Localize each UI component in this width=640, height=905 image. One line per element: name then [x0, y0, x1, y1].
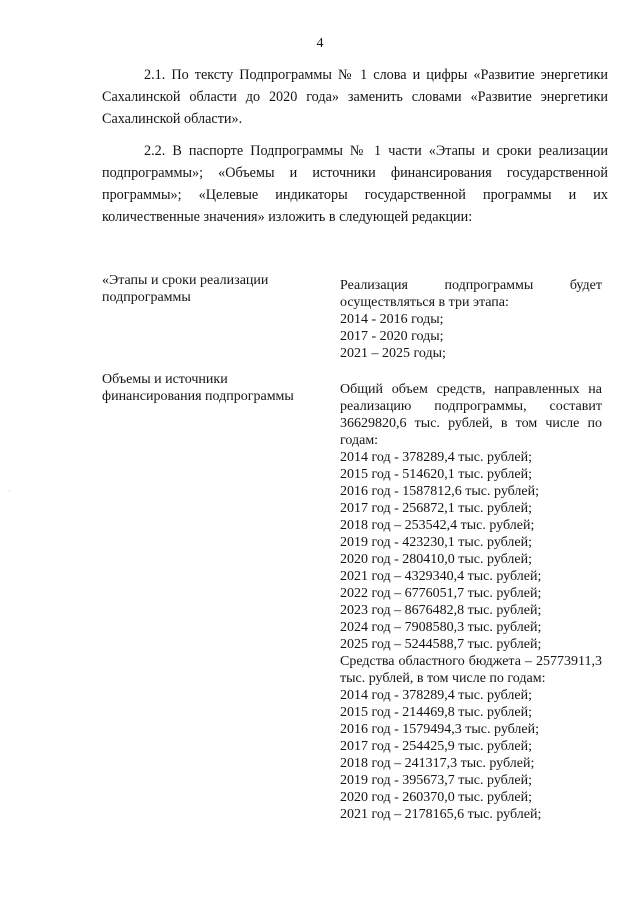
- list-item: 2021 – 2025 годы;: [340, 346, 446, 361]
- list-item: 2022 год – 6776051,7 тыс. рублей;: [340, 586, 542, 601]
- list-item: 2025 год – 5244588,7 тыс. рублей;: [340, 637, 542, 652]
- funding-regional-years: [340, 687, 602, 823]
- list-item: 2015 год - 514620,1 тыс. рублей;: [340, 467, 533, 482]
- funding-total-years: [340, 449, 602, 653]
- funding-total-intro: Общий объем средств, направленных на реализацию подпрограммы, составит 36629820,6 тыс. рублей, в том числе по годам:: [340, 382, 602, 448]
- funding-regional-intro: Средства областного бюджета – 25773911,3 тыс. рублей, в том числе по годам:: [340, 654, 602, 686]
- funding-content: [340, 381, 602, 823]
- stages-intro: Реализация подпрограммы будет осуществляться в три этапа:: [340, 278, 602, 310]
- list-item: 2021 год – 4329340,4 тыс. рублей;: [340, 569, 542, 584]
- list-item: 2014 год - 378289,4 тыс. рублей;: [340, 450, 533, 465]
- list-item: 2014 год - 378289,4 тыс. рублей;: [340, 688, 533, 703]
- list-item: 2024 год – 7908580,3 тыс. рублей;: [340, 620, 542, 635]
- stages-label: «Этапы и сроки реализации подпрограммы: [102, 273, 269, 305]
- list-item: 2017 - 2020 годы;: [340, 329, 444, 344]
- stages-content: [340, 277, 602, 362]
- list-item: 2016 год - 1587812,6 тыс. рублей;: [340, 484, 540, 499]
- stages-list: [340, 311, 602, 362]
- list-item: 2019 год - 423230,1 тыс. рублей;: [340, 535, 533, 550]
- list-item: 2016 год - 1579494,3 тыс. рублей;: [340, 722, 540, 737]
- funding-label: Объемы и источники финансирования подпрограммы: [102, 372, 294, 404]
- list-item: 2018 год – 241317,3 тыс. рублей;: [340, 756, 535, 771]
- list-item: 2015 год - 214469,8 тыс. рублей;: [340, 705, 533, 720]
- list-item: 2014 - 2016 годы;: [340, 312, 444, 327]
- list-item: 2023 год – 8676482,8 тыс. рублей;: [340, 603, 542, 618]
- list-item: 2020 год - 280410,0 тыс. рублей;: [340, 552, 533, 567]
- page-number: 4: [316, 36, 324, 51]
- paragraph-2-2: 2.2. В паспорте Подпрограммы № 1 части «Этапы и сроки реализации подпрограммы»; «Объемы и источники финансирования государственной программы»; «Целевые индикаторы государственной программы и их количественные значения» изложить в следующей редакции:: [102, 143, 608, 225]
- list-item: 2017 год - 254425,9 тыс. рублей;: [340, 739, 533, 754]
- list-item: 2017 год - 256872,1 тыс. рублей;: [340, 501, 533, 516]
- list-item: 2018 год – 253542,4 тыс. рублей;: [340, 518, 535, 533]
- list-item: 2019 год - 395673,7 тыс. рублей;: [340, 773, 533, 788]
- list-item: 2021 год – 2178165,6 тыс. рублей;: [340, 807, 542, 822]
- list-item: 2020 год - 260370,0 тыс. рублей;: [340, 790, 533, 805]
- paragraph-2-1: 2.1. По тексту Подпрограммы № 1 слова и цифры «Развитие энергетики Сахалинской области до 2020 года» заменить словами «Развитие энергетики Сахалинской области».: [102, 67, 608, 127]
- scan-mark: ·: [8, 486, 11, 496]
